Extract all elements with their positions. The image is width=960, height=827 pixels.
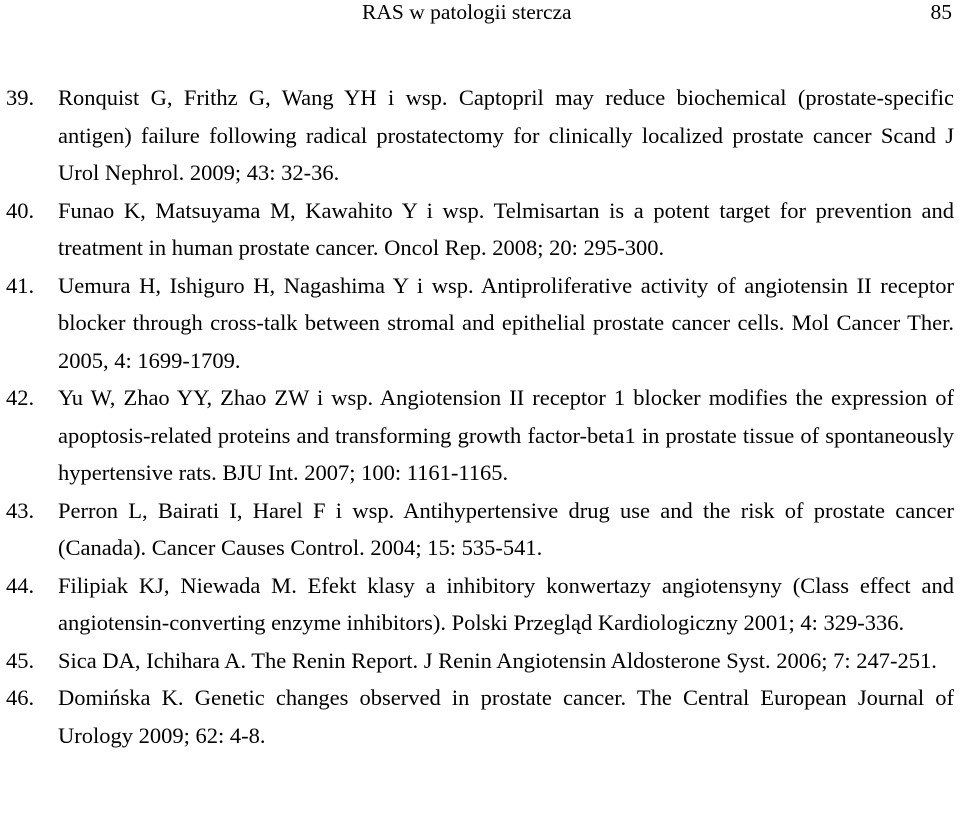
reference-text: Uemura H, Ishiguro H, Nagashima Y i wsp. Antiproliferative activity of angiotensin II receptor blocker through cross-talk between stromal and epithelial prostate cancer cells. Mol Cancer Ther. 2005, 4: 1699-1709.	[58, 272, 954, 373]
reference-number: 44.	[6, 572, 35, 598]
reference-item	[6, 79, 954, 192]
page-number: 85	[930, 0, 952, 24]
reference-text: Funao K, Matsuyama M, Kawahito Y i wsp. Telmisartan is a potent target for prevention and treatment in human prostate cancer. Oncol Rep. 2008; 20: 295-300.	[58, 197, 954, 260]
reference-item	[6, 642, 954, 680]
reference-text: Sica DA, Ichihara A. The Renin Report. J Renin Angiotensin Aldosterone Syst. 2006; 7: 247-251.	[58, 647, 937, 673]
reference-number: 43.	[6, 497, 35, 523]
reference-item	[6, 192, 954, 267]
reference-number: 41.	[6, 272, 35, 298]
reference-number: 45.	[6, 647, 35, 673]
reference-item	[6, 267, 954, 380]
reference-item	[6, 679, 954, 754]
reference-item	[6, 379, 954, 492]
running-header-title: RAS w patologii stercza	[362, 0, 572, 24]
reference-text: Filipiak KJ, Niewada M. Efekt klasy a inhibitory konwertazy angiotensyny (Class effect and angiotensin-converting enzyme inhibitors). Polski Przegląd Kardiologiczny 2001; 4: 329-336.	[58, 572, 954, 635]
reference-item	[6, 567, 954, 642]
reference-text: Ronquist G, Frithz G, Wang YH i wsp. Captopril may reduce biochemical (prostate-specific antigen) failure following radical prostatectomy for clinically localized prostate cancer Scand J Urol Nephrol. 2009; 43: 32-36.	[58, 85, 954, 185]
reference-text: Domińska K. Genetic changes observed in prostate cancer. The Central European Journal of Urology 2009; 62: 4-8.	[58, 685, 954, 748]
reference-list	[6, 79, 954, 754]
running-header	[0, 0, 960, 30]
reference-number: 42.	[6, 385, 35, 410]
reference-number: 39.	[6, 85, 35, 110]
reference-text: Yu W, Zhao YY, Zhao ZW i wsp. Angiotension II receptor 1 blocker modifies the expression of apoptosis-related proteins and transforming growth factor-beta1 in prostate tissue of spontaneously hypertensive rats. BJU Int. 2007; 100: 1161-1165.	[58, 385, 954, 485]
reference-number: 46.	[6, 685, 35, 710]
reference-text: Perron L, Bairati I, Harel F i wsp. Antihypertensive drug use and the risk of prostate cancer (Canada). Cancer Causes Control. 2004; 15: 535-541.	[58, 497, 954, 560]
reference-item	[6, 492, 954, 567]
reference-number: 40.	[6, 197, 35, 223]
